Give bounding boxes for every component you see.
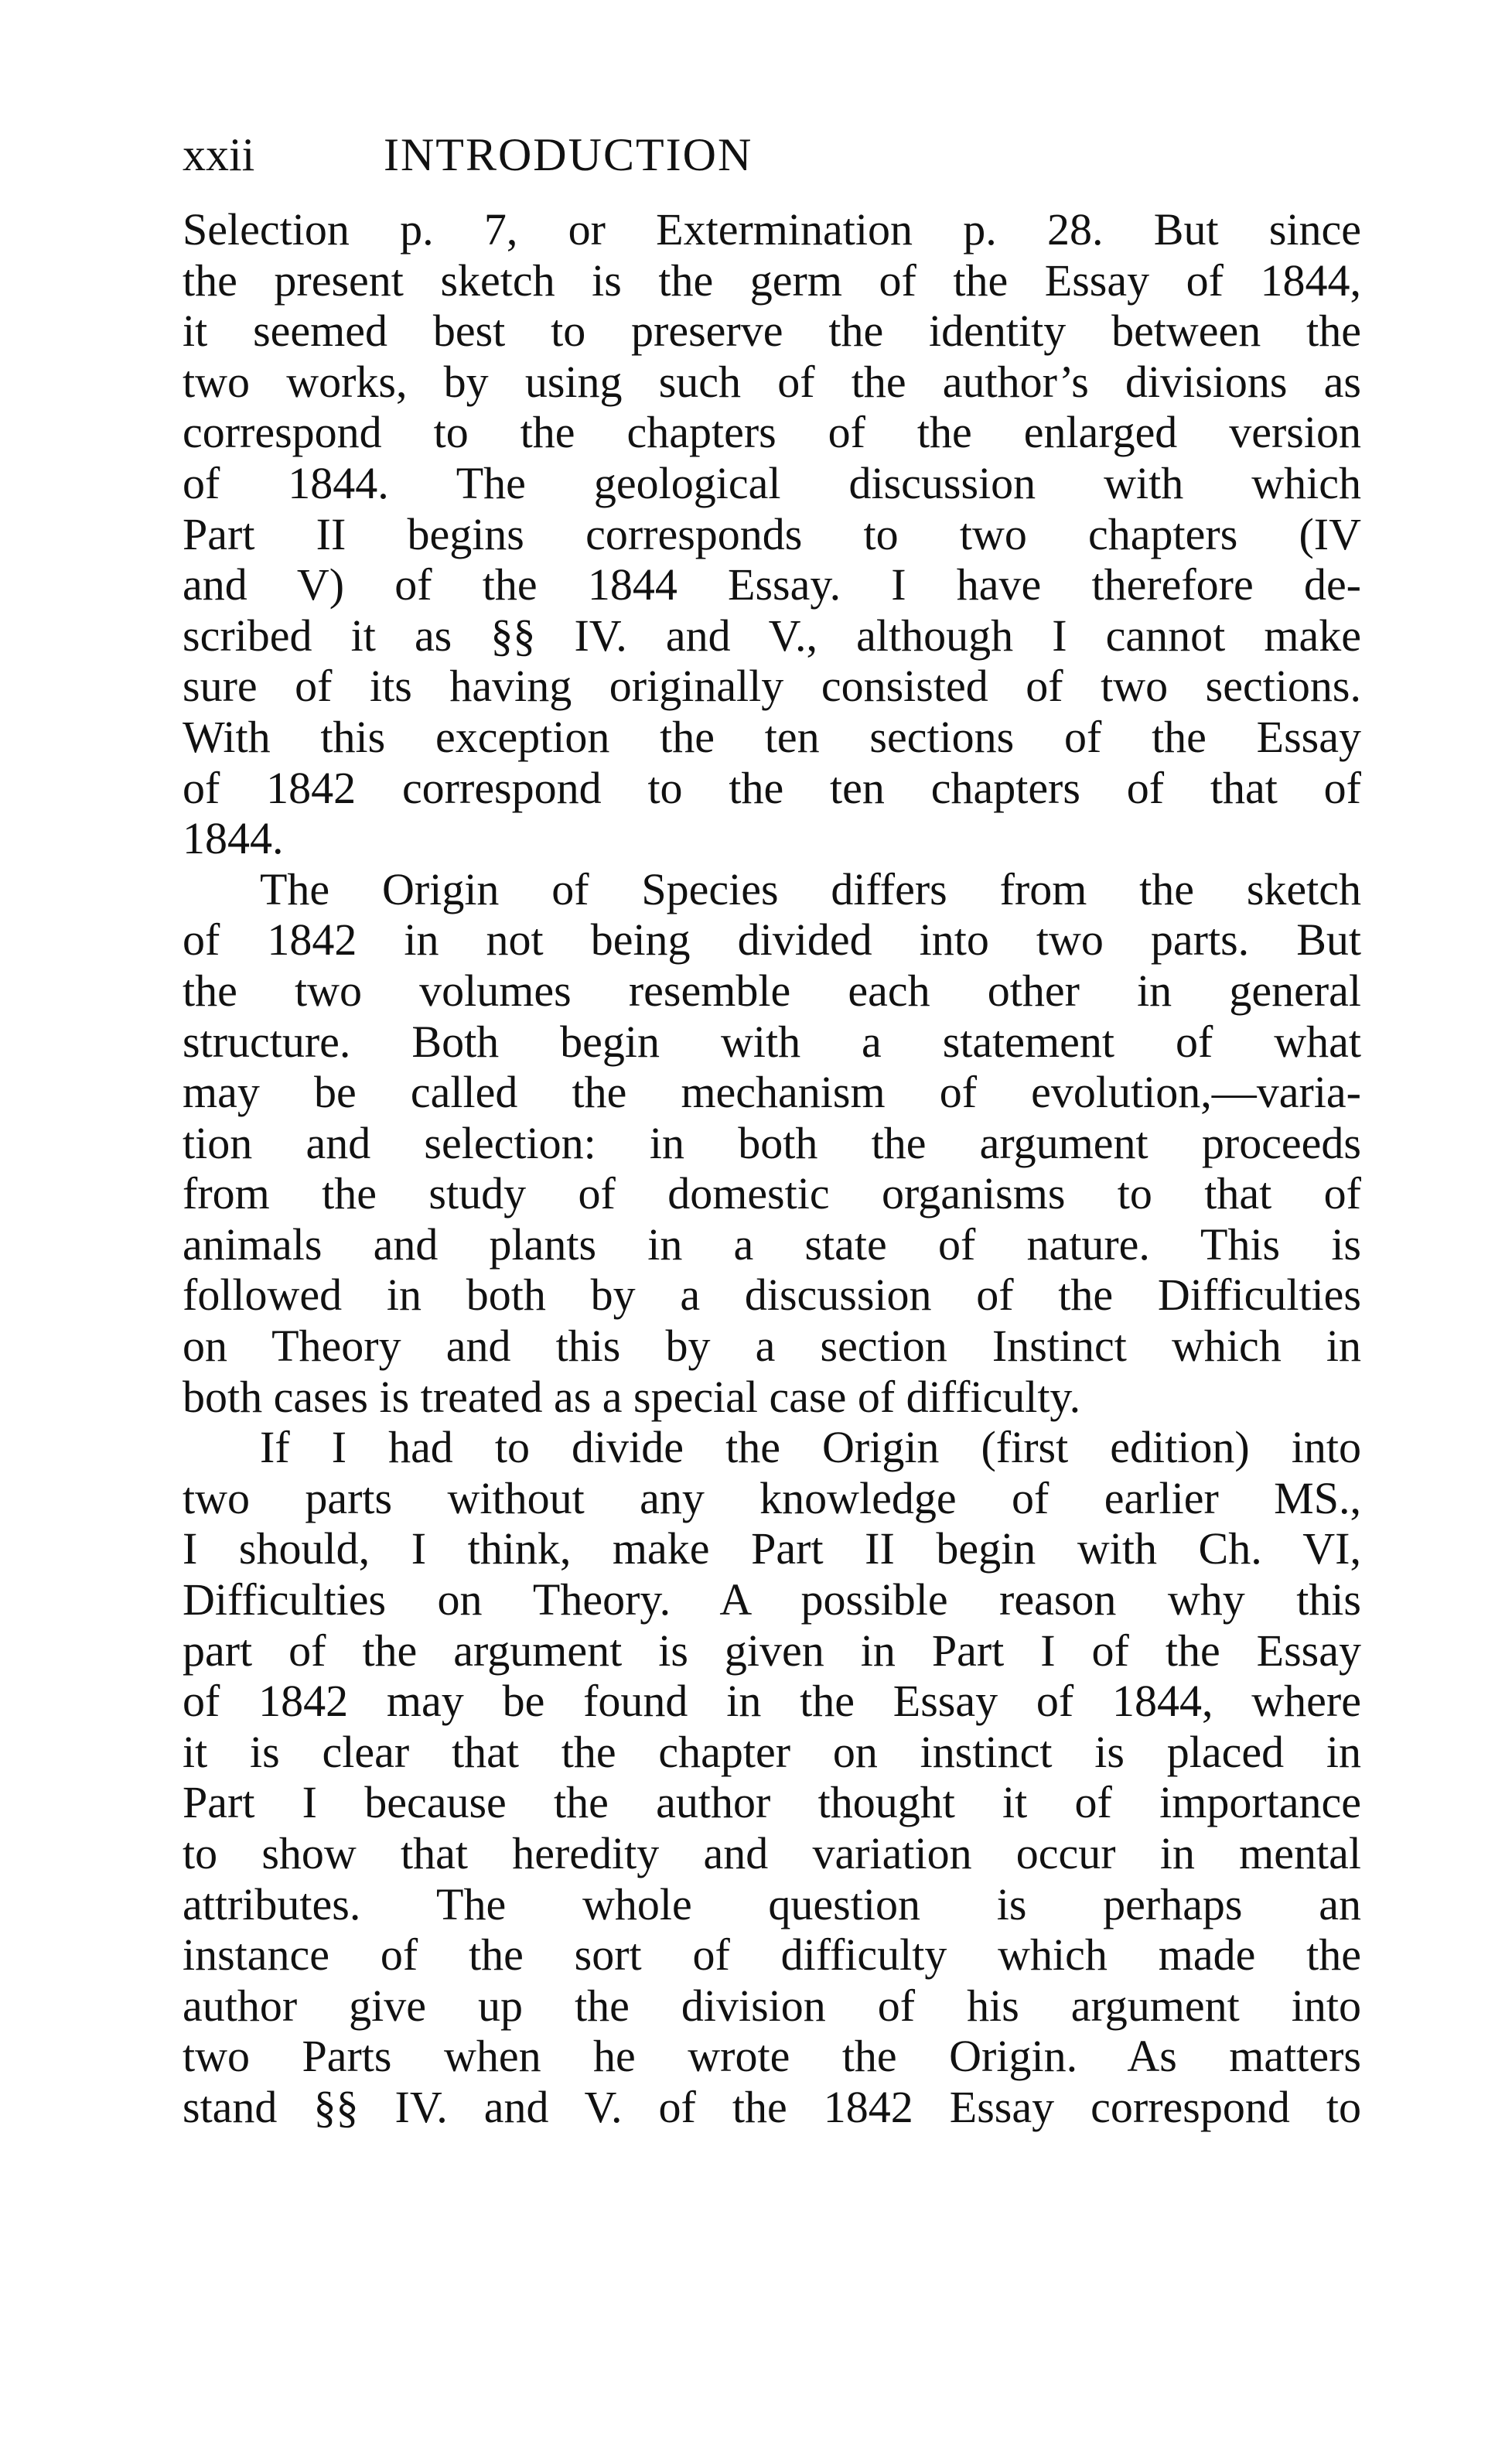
- text-line: may be called the mechanism of evolution,—varia-: [183, 1067, 1361, 1118]
- text-line: Difficulties on Theory. A possible reason why this: [183, 1574, 1361, 1625]
- text-line: the present sketch is the germ of the Essay of 1844,: [183, 255, 1361, 306]
- text-line: If I had to divide the Origin (first edition) into: [260, 1422, 1361, 1473]
- text-line: attributes. The whole question is perhaps an: [183, 1878, 1361, 1929]
- text-line: and V) of the 1844 Essay. I have therefore de-: [183, 559, 1361, 610]
- text-line: animals and plants in a state of nature. This is: [183, 1218, 1361, 1270]
- text-line: 1844.: [183, 813, 284, 864]
- text-line: Part II begins corresponds to two chapters (IV: [183, 508, 1361, 559]
- book-page: [183, 116, 1361, 2133]
- running-title: INTRODUCTION: [384, 129, 753, 180]
- text-line: of 1842 may be found in the Essay of 1844, where: [183, 1676, 1361, 1727]
- text-line: correspond to the chapters of the enlarged version: [183, 407, 1361, 458]
- text-line: Selection p. 7, or Extermination p. 28. But since: [183, 204, 1361, 255]
- text-line: part of the argument is given in Part I of the Essay: [183, 1625, 1361, 1676]
- text-line: author give up the division of his argument into: [183, 1980, 1361, 2031]
- text-line: tion and selection: in both the argument proceeds: [183, 1117, 1361, 1168]
- text-line: sure of its having originally consisted of two sections.: [183, 661, 1361, 712]
- text-line: from the study of domestic organisms to that of: [183, 1168, 1361, 1219]
- text-line: of 1842 correspond to the ten chapters of that of: [183, 762, 1361, 813]
- text-line: it seemed best to preserve the identity between the: [183, 306, 1361, 357]
- page-number: xxii: [183, 129, 255, 180]
- text-line: both cases is treated as a special case of difficulty.: [183, 1371, 1081, 1422]
- text-line: structure. Both begin with a statement of what: [183, 1016, 1361, 1067]
- text-line: it is clear that the chapter on instinct is placed in: [183, 1726, 1361, 1777]
- text-line: two works, by using such of the author’s divisions as: [183, 356, 1361, 407]
- text-line: The Origin of Species differs from the sketch: [260, 863, 1361, 914]
- text-line: of 1842 in not being divided into two parts. But: [183, 914, 1361, 966]
- text-line: stand §§ IV. and V. of the 1842 Essay correspond to: [183, 2081, 1361, 2132]
- text-line: Part I because the author thought it of importance: [183, 1777, 1361, 1828]
- text-line: two parts without any knowledge of earlier MS.,: [183, 1472, 1361, 1523]
- text-line: scribed it as §§ IV. and V., although I cannot make: [183, 610, 1361, 661]
- text-line: on Theory and this by a section Instinct which in: [183, 1321, 1361, 1372]
- text-line: of 1844. The geological discussion with which: [183, 457, 1361, 508]
- running-head: [183, 116, 1361, 193]
- text-line: I should, I think, make Part II begin with Ch. VI,: [183, 1523, 1361, 1574]
- text-line: followed in both by a discussion of the Difficulties: [183, 1270, 1361, 1321]
- text-line: two Parts when he wrote the Origin. As matters: [183, 2031, 1361, 2082]
- text-line: With this exception the ten sections of the Essay: [183, 711, 1361, 762]
- text-line: instance of the sort of difficulty which made the: [183, 1929, 1361, 1981]
- body-text: [183, 204, 1361, 2133]
- text-line: the two volumes resemble each other in general: [183, 965, 1361, 1016]
- text-line: to show that heredity and variation occur in mental: [183, 1828, 1361, 1878]
